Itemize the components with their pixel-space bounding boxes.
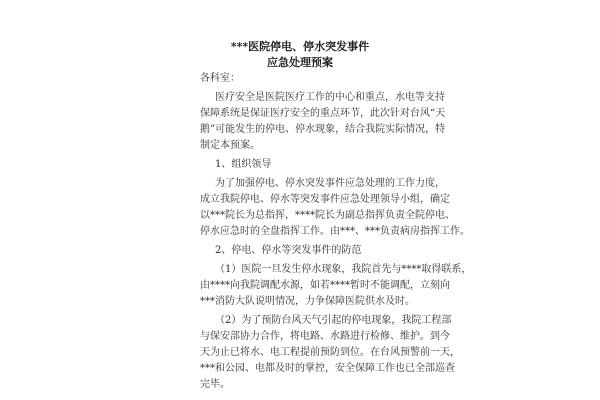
intro-line: 鹅”可能发生的停电、停水现象，结合我院实际情况，特 xyxy=(200,124,446,135)
item-line: 由****向我院调配水源，如若****暂时不能调配，立刻向 xyxy=(200,280,450,291)
document-title: ***医院停电、停水突发事件 xyxy=(230,40,370,53)
section-line: 以***院长为总指挥，****院长为副总指挥负责全院停电、 xyxy=(200,210,455,221)
section-line: 成立我院停电、停水等突发事件应急处理领导小组，确定 xyxy=(200,194,450,205)
section-line: 停水应急时的全盘指挥工作。由***、***负责病房指挥工作。 xyxy=(200,226,470,237)
item-line: ***和公园、电都及时的掌控，安全保障工作也已全部巡查 xyxy=(200,363,455,374)
section-line: 为了加强停电、停水突发事件应急处理的工作力度， xyxy=(215,178,445,189)
item-line: （1）医院一旦发生停水现象，我院首先与****取得联系， xyxy=(215,264,472,275)
item-line: （2）为了预防台风天气引起的停电现象，我院工程部 xyxy=(215,315,452,326)
item-line: ***消防大队说明情况，力争保障医院供水及时。 xyxy=(200,296,415,307)
section-heading: 2、停电、停水等突发事件的防范 xyxy=(215,245,362,256)
intro-line: 医疗安全是医院医疗工作的中心和重点，水电等支持 xyxy=(215,92,445,103)
item-line: 完毕。 xyxy=(200,379,230,390)
intro-line: 制定本预案。 xyxy=(200,140,260,151)
item-line: 与保安部协力合作，将电路、水路进行检修、维护。到今 xyxy=(200,331,450,342)
item-line: 天为止已将水、电工程提前预防到位。在台风预警前一天， xyxy=(200,347,460,358)
intro-line: 保障系统是保证医疗安全的重点环节，此次针对台风“天 xyxy=(200,108,446,119)
section-heading: 1、组织领导 xyxy=(215,159,272,170)
salutation: 各科室： xyxy=(200,73,240,84)
document-subtitle: 应急处理预案 xyxy=(267,56,333,69)
